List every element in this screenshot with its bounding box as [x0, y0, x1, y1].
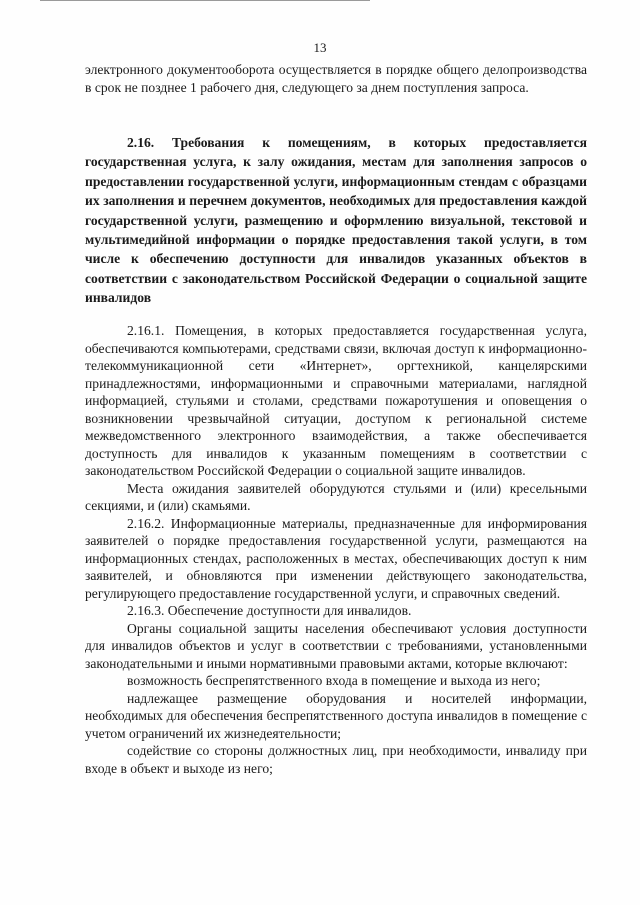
- paragraph-social-protection: Органы социальной защиты населения обеспечивают условия доступности для инвалидов объектов и услуг в соответствии с требованиями, установленными законодательными и иными нормативными правовыми актами, которые включают:: [85, 620, 587, 671]
- list-item-assistance: содействие со стороны должностных лиц, при необходимости, инвалиду при входе в объект и выходе из него;: [85, 743, 587, 776]
- section-heading: 2.16. Требования к помещениям, в которых предоставляется государственная услуга, к залу ожидания, местам для заполнения запросов о предоставлении государственной услуги, информационным стендам с образцами их заполнения и перечнем документов, необходимых для предоставления каждой государственной услуги, размещению и оформлению визуальной, текстовой и мультимедийной информации о порядке предоставления такой услуги, в том числе к обеспечению доступности для инвалидов указанных объектов в соответствии с законодательством Российской Федерации о социальной защите инвалидов: [85, 135, 587, 306]
- list-item-equipment: надлежащее размещение оборудования и носителей информации, необходимых для обеспечения беспрепятственного доступа инвалидов в помещение с учетом ограничений их жизнедеятельности;: [85, 690, 587, 741]
- paragraph-2-16-2: 2.16.2. Информационные материалы, предназначенные для информирования заявителей о порядке предоставления государственной услуги, размещаются на информационных стендах, расположенных в местах, обеспечивающих доступ к ним заявителей, и обновляются при изменении действующего законодательства, регулирующего предоставление государственной услуги, и справочных сведений.: [85, 515, 587, 601]
- intro-paragraph: электронного документооборота осуществляется в порядке общего делопроизводства в срок не позднее 1 рабочего дня, следующего за днем поступления запроса.: [85, 62, 587, 95]
- paragraph-waiting-places: Места ожидания заявителей оборудуются стульями и (или) кресельными секциями, и (или) скамьями.: [85, 480, 587, 513]
- page-number: 13: [313, 40, 327, 55]
- paragraph-2-16-1: 2.16.1. Помещения, в которых предоставляется государственная услуга, обеспечиваются компьютерами, средствами связи, включая доступ к информационно-телекоммуникационной сети «Интернет», оргтехникой, канцелярскими принадлежностями, информационными и справочными материалами, наглядной информацией, стульями и столами, средствами пожаротушения и оповещения о возникновении чрезвычайной ситуации, доступом к региональной системе межведомственного электронного взаимодействия, а также обеспечивается доступность для инвалидов к указанным помещениям в соответствии с законодательством Российской Федерации о социальной защите инвалидов.: [85, 323, 587, 478]
- paragraph-2-16-3: 2.16.3. Обеспечение доступности для инвалидов.: [127, 603, 412, 618]
- section-body: [85, 322, 587, 777]
- top-divider: [40, 0, 370, 1]
- list-item-entry-exit: возможность беспрепятственного входа в помещение и выхода из него;: [127, 673, 541, 688]
- intro-block: [85, 61, 587, 96]
